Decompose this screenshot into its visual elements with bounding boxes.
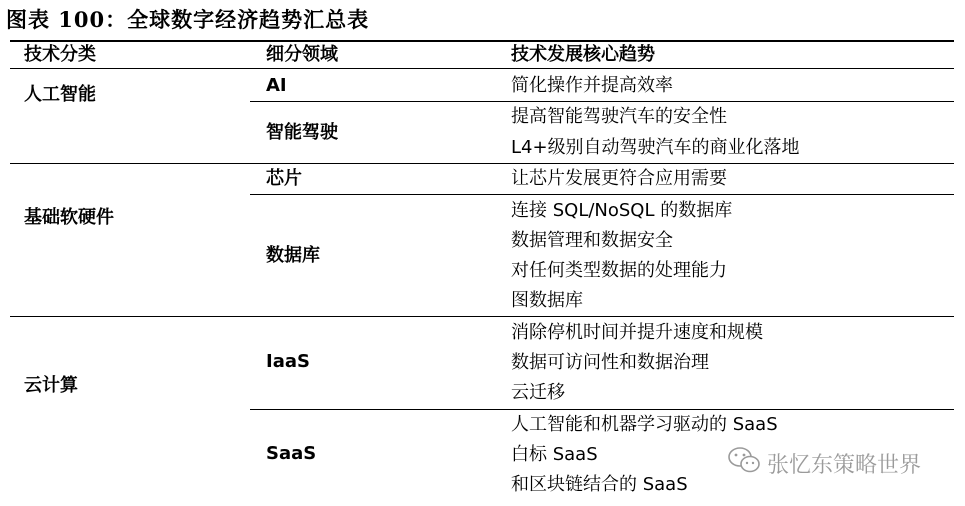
subfield-cell: 智能驾驶 <box>266 122 338 143</box>
trend-cell: 人工智能和机器学习驱动的 SaaS <box>511 414 778 435</box>
subfield-cell: AI <box>266 75 287 96</box>
category-cell: 云计算 <box>24 375 78 396</box>
wechat-icon <box>727 446 767 480</box>
trend-cell: 消除停机时间并提升速度和规模 <box>511 322 763 343</box>
trend-cell: 让芯片发展更符合应用需要 <box>511 168 727 189</box>
trend-cell: L4+级别自动驾驶汽车的商业化落地 <box>511 137 800 158</box>
header-trend: 技术发展核心趋势 <box>511 44 655 65</box>
subfield-cell: SaaS <box>266 443 317 464</box>
trend-cell: 白标 SaaS <box>511 444 598 465</box>
trend-cell: 和区块链结合的 SaaS <box>511 474 688 495</box>
subfield-cell: IaaS <box>266 351 310 372</box>
trend-cell: 对任何类型数据的处理能力 <box>511 260 727 281</box>
trend-cell: 云迁移 <box>511 382 565 403</box>
subfield-cell: 数据库 <box>266 245 320 266</box>
watermark <box>727 446 921 480</box>
subfield-cell: 芯片 <box>266 168 302 189</box>
group-separator <box>10 163 954 164</box>
header-subfield: 细分领域 <box>266 44 338 65</box>
group-separator <box>10 316 954 317</box>
trend-cell: 连接 SQL/NoSQL 的数据库 <box>511 200 733 221</box>
trend-cell: 数据管理和数据安全 <box>511 230 673 251</box>
category-cell: 基础软硬件 <box>24 207 114 228</box>
trend-cell: 提高智能驾驶汽车的安全性 <box>511 106 727 127</box>
trend-cell: 图数据库 <box>511 290 583 311</box>
header-category: 技术分类 <box>24 44 96 65</box>
trend-cell: 数据可访问性和数据治理 <box>511 352 709 373</box>
category-cell: 人工智能 <box>24 84 96 105</box>
subfield-separator <box>250 194 954 195</box>
header-top-rule <box>10 40 954 42</box>
watermark-text: 张忆东策略世界 <box>767 452 922 478</box>
header-bottom-rule <box>10 68 954 69</box>
trend-cell: 简化操作并提高效率 <box>511 75 673 96</box>
table-title: 图表 100：全球数字经济趋势汇总表 <box>6 7 370 32</box>
